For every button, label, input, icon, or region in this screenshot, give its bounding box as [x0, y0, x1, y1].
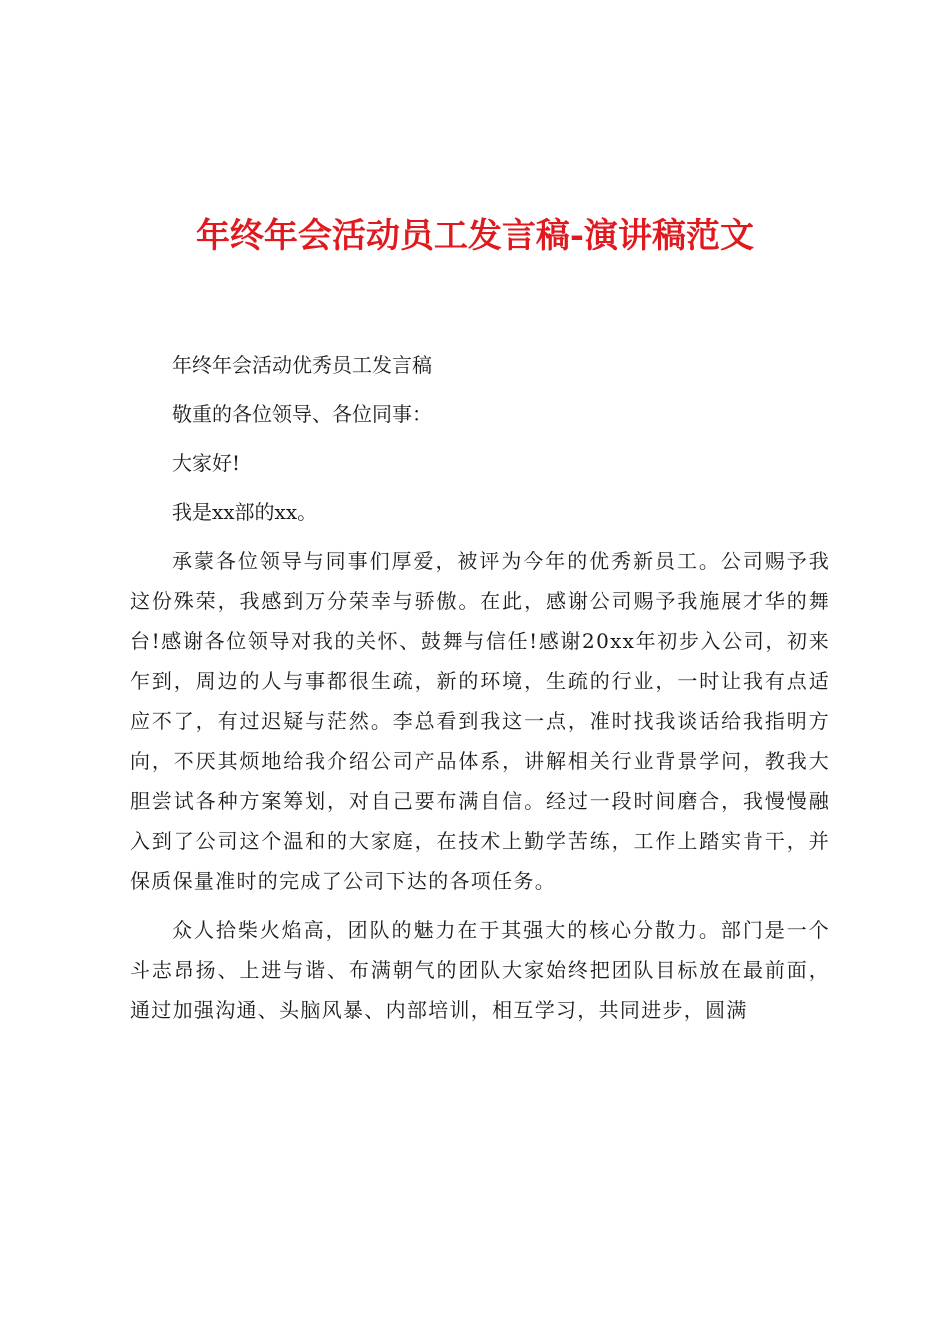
document-title: 年终年会活动员工发言稿-演讲稿范文	[195, 216, 755, 256]
paragraph-teamwork: 众人拾柴火焰高，团队的魅力在于其强大的核心分散力。部门是一个斗志昂扬、上进与谐、布满朝气的团队大家始终把团队目标放在最前面，通过加强沟通、头脑风暴、内部培训，相互学习，共同进步，圆满	[130, 918, 830, 1022]
greeting: 大家好!	[172, 451, 241, 475]
paragraph-gratitude: 承蒙各位领导与同事们厚爱，被评为今年的优秀新员工。公司赐予我这份殊荣，我感到万分荣幸与骄傲。在此，感谢公司赐予我施展才华的舞台!感谢各位领导对我的关怀、鼓舞与信任!感谢20xx年初步入公司，初来乍到，周边的人与事都很生疏，新的环境，生疏的行业，一时让我有点适应不了，有过迟疑与茫然。李总看到我这一点，准时找我谈话给我指明方向，不厌其烦地给我介绍公司产品体系，讲解相关行业背景学问，教我大胆尝试各种方案筹划，对自己要布满自信。经过一段时间磨合，我慢慢融入到了公司这个温和的大家庭，在技术上勤学苦练，工作上踏实肯干，并保质保量准时的完成了公司下达的各项任务。	[130, 549, 830, 893]
document-body	[130, 345, 830, 1039]
salutation: 敬重的各位领导、各位同事：	[172, 402, 432, 426]
speech-subtitle: 年终年会活动优秀员工发言稿	[172, 353, 432, 377]
self-introduction: 我是xx部的xx。	[172, 500, 318, 524]
